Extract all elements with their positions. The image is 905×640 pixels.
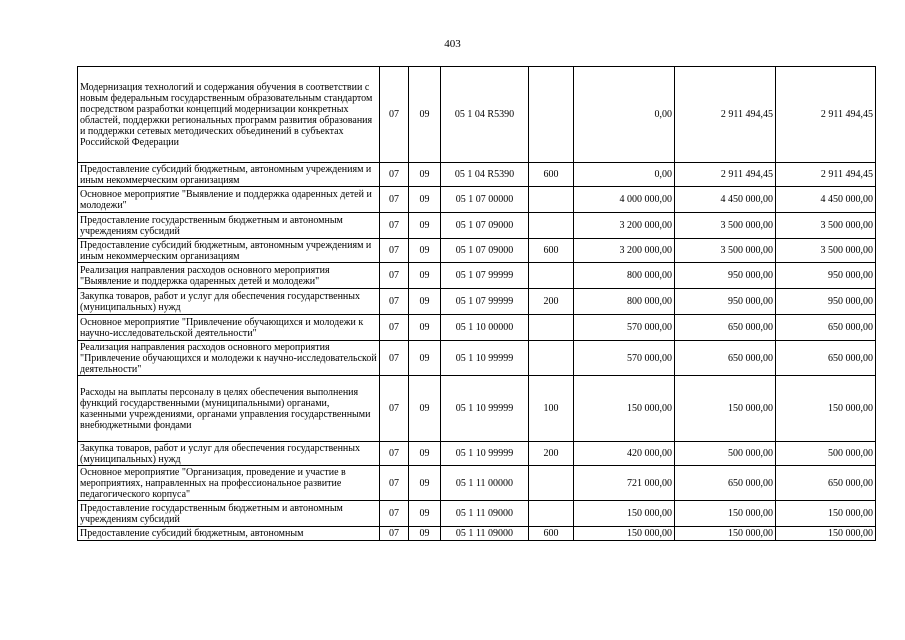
section-code: 07 bbox=[380, 315, 409, 341]
amount-year-3: 2 911 494,45 bbox=[776, 67, 876, 163]
amount-year-2: 500 000,00 bbox=[675, 442, 776, 466]
row-name: Предоставление субсидий бюджетным, автономным bbox=[78, 527, 380, 541]
subsection-code: 09 bbox=[409, 187, 441, 213]
amount-year-1: 3 200 000,00 bbox=[574, 213, 675, 239]
table-row bbox=[78, 213, 876, 239]
row-name: Основное мероприятие "Организация, проведение и участие в мероприятиях, направленных на профессиональное развитие педагогического корпуса" bbox=[78, 466, 380, 501]
amount-year-3: 150 000,00 bbox=[776, 501, 876, 527]
target-article-code: 05 1 10 99999 bbox=[441, 376, 529, 442]
section-code: 07 bbox=[380, 163, 409, 187]
amount-year-2: 650 000,00 bbox=[675, 341, 776, 376]
table-row bbox=[78, 341, 876, 376]
row-name: Предоставление государственным бюджетным и автономным учреждениям субсидий bbox=[78, 501, 380, 527]
expense-type-code bbox=[529, 315, 574, 341]
expense-type-code bbox=[529, 187, 574, 213]
amount-year-3: 150 000,00 bbox=[776, 376, 876, 442]
amount-year-1: 800 000,00 bbox=[574, 263, 675, 289]
expense-type-code bbox=[529, 466, 574, 501]
amount-year-3: 650 000,00 bbox=[776, 315, 876, 341]
row-name: Модернизация технологий и содержания обучения в соответствии с новым федеральным государственным образовательным стандартом посредством разработки концепций модернизации конкретных областей, поддержки региональных программ развития образования и поддержки сетевых методических объединений в субъектах Российской Федерации bbox=[78, 67, 380, 163]
table-row bbox=[78, 376, 876, 442]
subsection-code: 09 bbox=[409, 527, 441, 541]
row-name: Предоставление государственным бюджетным и автономным учреждениям субсидий bbox=[78, 213, 380, 239]
target-article-code: 05 1 07 00000 bbox=[441, 187, 529, 213]
amount-year-2: 950 000,00 bbox=[675, 263, 776, 289]
amount-year-1: 150 000,00 bbox=[574, 376, 675, 442]
section-code: 07 bbox=[380, 213, 409, 239]
page-number: 403 bbox=[444, 38, 461, 50]
expense-type-code: 200 bbox=[529, 442, 574, 466]
amount-year-2: 650 000,00 bbox=[675, 315, 776, 341]
expense-type-code bbox=[529, 341, 574, 376]
section-code: 07 bbox=[380, 376, 409, 442]
subsection-code: 09 bbox=[409, 376, 441, 442]
target-article-code: 05 1 07 99999 bbox=[441, 263, 529, 289]
subsection-code: 09 bbox=[409, 442, 441, 466]
row-name: Реализация направления расходов основного мероприятия "Выявление и поддержка одаренных детей и молодежи" bbox=[78, 263, 380, 289]
amount-year-2: 950 000,00 bbox=[675, 289, 776, 315]
expense-type-code: 200 bbox=[529, 289, 574, 315]
subsection-code: 09 bbox=[409, 501, 441, 527]
amount-year-2: 2 911 494,45 bbox=[675, 67, 776, 163]
amount-year-1: 721 000,00 bbox=[574, 466, 675, 501]
target-article-code: 05 1 07 09000 bbox=[441, 213, 529, 239]
target-article-code: 05 1 11 09000 bbox=[441, 501, 529, 527]
amount-year-1: 3 200 000,00 bbox=[574, 239, 675, 263]
target-article-code: 05 1 07 09000 bbox=[441, 239, 529, 263]
table-row bbox=[78, 527, 876, 541]
subsection-code: 09 bbox=[409, 239, 441, 263]
expense-type-code bbox=[529, 67, 574, 163]
amount-year-1: 0,00 bbox=[574, 163, 675, 187]
target-article-code: 05 1 10 00000 bbox=[441, 315, 529, 341]
expense-type-code bbox=[529, 501, 574, 527]
target-article-code: 05 1 10 99999 bbox=[441, 442, 529, 466]
budget-table bbox=[77, 66, 876, 541]
amount-year-2: 4 450 000,00 bbox=[675, 187, 776, 213]
amount-year-3: 2 911 494,45 bbox=[776, 163, 876, 187]
amount-year-1: 0,00 bbox=[574, 67, 675, 163]
expense-type-code bbox=[529, 263, 574, 289]
expense-type-code: 600 bbox=[529, 239, 574, 263]
section-code: 07 bbox=[380, 466, 409, 501]
amount-year-1: 570 000,00 bbox=[574, 341, 675, 376]
expense-type-code: 600 bbox=[529, 527, 574, 541]
row-name: Закупка товаров, работ и услуг для обеспечения государственных (муниципальных) нужд bbox=[78, 442, 380, 466]
amount-year-3: 950 000,00 bbox=[776, 263, 876, 289]
target-article-code: 05 1 04 R5390 bbox=[441, 67, 529, 163]
subsection-code: 09 bbox=[409, 163, 441, 187]
amount-year-3: 3 500 000,00 bbox=[776, 213, 876, 239]
target-article-code: 05 1 11 09000 bbox=[441, 527, 529, 541]
amount-year-3: 950 000,00 bbox=[776, 289, 876, 315]
subsection-code: 09 bbox=[409, 289, 441, 315]
row-name: Реализация направления расходов основного мероприятия "Привлечение обучающихся и молодежи к научно-исследовательской деятельности" bbox=[78, 341, 380, 376]
subsection-code: 09 bbox=[409, 315, 441, 341]
amount-year-3: 650 000,00 bbox=[776, 341, 876, 376]
amount-year-1: 800 000,00 bbox=[574, 289, 675, 315]
table-row bbox=[78, 501, 876, 527]
target-article-code: 05 1 07 99999 bbox=[441, 289, 529, 315]
amount-year-3: 4 450 000,00 bbox=[776, 187, 876, 213]
table-row bbox=[78, 466, 876, 501]
amount-year-1: 570 000,00 bbox=[574, 315, 675, 341]
target-article-code: 05 1 11 00000 bbox=[441, 466, 529, 501]
expense-type-code bbox=[529, 213, 574, 239]
section-code: 07 bbox=[380, 187, 409, 213]
section-code: 07 bbox=[380, 239, 409, 263]
expense-type-code: 600 bbox=[529, 163, 574, 187]
table-row bbox=[78, 187, 876, 213]
table-row bbox=[78, 239, 876, 263]
table-row bbox=[78, 289, 876, 315]
amount-year-2: 650 000,00 bbox=[675, 466, 776, 501]
row-name: Расходы на выплаты персоналу в целях обеспечения выполнения функций государственными (муниципальными) органами, казенными учреждениями, органами управления государственными внебюджетными фондами bbox=[78, 376, 380, 442]
amount-year-3: 500 000,00 bbox=[776, 442, 876, 466]
section-code: 07 bbox=[380, 67, 409, 163]
amount-year-3: 3 500 000,00 bbox=[776, 239, 876, 263]
amount-year-2: 3 500 000,00 bbox=[675, 213, 776, 239]
row-name: Закупка товаров, работ и услуг для обеспечения государственных (муниципальных) нужд bbox=[78, 289, 380, 315]
subsection-code: 09 bbox=[409, 466, 441, 501]
section-code: 07 bbox=[380, 341, 409, 376]
row-name: Основное мероприятие "Выявление и поддержка одаренных детей и молодежи" bbox=[78, 187, 380, 213]
section-code: 07 bbox=[380, 527, 409, 541]
table-row bbox=[78, 163, 876, 187]
amount-year-2: 2 911 494,45 bbox=[675, 163, 776, 187]
row-name: Предоставление субсидий бюджетным, автономным учреждениям и иным некоммерческим организациям bbox=[78, 239, 380, 263]
section-code: 07 bbox=[380, 442, 409, 466]
section-code: 07 bbox=[380, 501, 409, 527]
row-name: Основное мероприятие "Привлечение обучающихся и молодежи к научно-исследовательской деятельности" bbox=[78, 315, 380, 341]
table-row bbox=[78, 442, 876, 466]
amount-year-3: 150 000,00 bbox=[776, 527, 876, 541]
amount-year-1: 150 000,00 bbox=[574, 527, 675, 541]
section-code: 07 bbox=[380, 289, 409, 315]
row-name: Предоставление субсидий бюджетным, автономным учреждениям и иным некоммерческим организациям bbox=[78, 163, 380, 187]
amount-year-1: 4 000 000,00 bbox=[574, 187, 675, 213]
table-row bbox=[78, 263, 876, 289]
amount-year-2: 150 000,00 bbox=[675, 501, 776, 527]
table-row bbox=[78, 315, 876, 341]
amount-year-2: 150 000,00 bbox=[675, 376, 776, 442]
amount-year-1: 420 000,00 bbox=[574, 442, 675, 466]
section-code: 07 bbox=[380, 263, 409, 289]
amount-year-2: 150 000,00 bbox=[675, 527, 776, 541]
target-article-code: 05 1 10 99999 bbox=[441, 341, 529, 376]
amount-year-2: 3 500 000,00 bbox=[675, 239, 776, 263]
subsection-code: 09 bbox=[409, 341, 441, 376]
table-row bbox=[78, 67, 876, 163]
subsection-code: 09 bbox=[409, 263, 441, 289]
target-article-code: 05 1 04 R5390 bbox=[441, 163, 529, 187]
amount-year-3: 650 000,00 bbox=[776, 466, 876, 501]
expense-type-code: 100 bbox=[529, 376, 574, 442]
subsection-code: 09 bbox=[409, 213, 441, 239]
amount-year-1: 150 000,00 bbox=[574, 501, 675, 527]
subsection-code: 09 bbox=[409, 67, 441, 163]
